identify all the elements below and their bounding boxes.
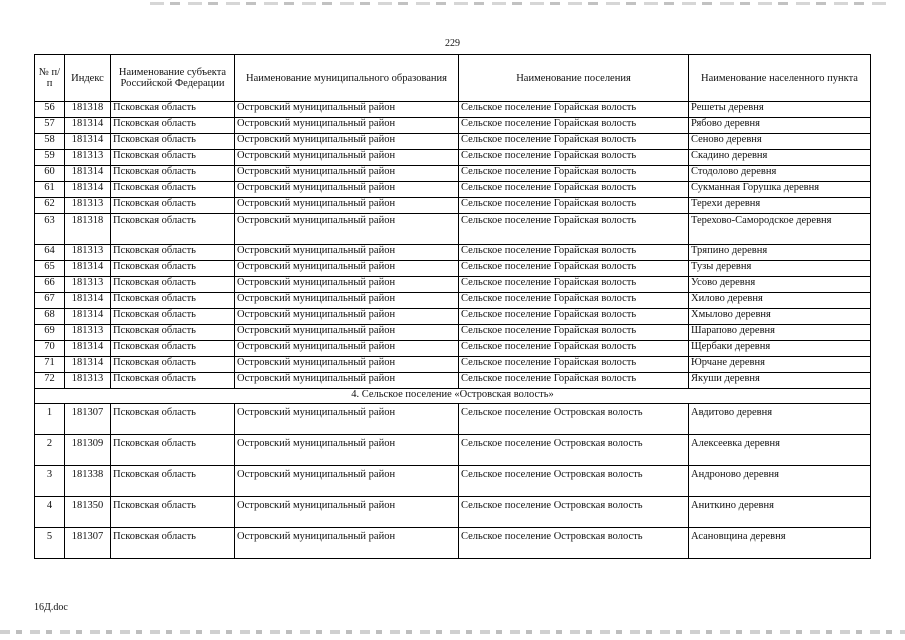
table-row bbox=[35, 182, 871, 198]
cell-settlement: Сельское поселение Островская волость bbox=[459, 528, 689, 559]
cell-locality: Щербаки деревня bbox=[689, 341, 871, 357]
cell-locality: Сеново деревня bbox=[689, 134, 871, 150]
cell-settlement: Сельское поселение Горайская волость bbox=[459, 261, 689, 277]
cell-num: 56 bbox=[35, 102, 65, 118]
table-row bbox=[35, 325, 871, 341]
cell-num: 62 bbox=[35, 198, 65, 214]
cell-index: 181314 bbox=[65, 293, 111, 309]
table-row bbox=[35, 373, 871, 389]
cell-num: 1 bbox=[35, 404, 65, 435]
cell-num: 70 bbox=[35, 341, 65, 357]
cell-index: 181338 bbox=[65, 466, 111, 497]
table-row bbox=[35, 166, 871, 182]
cell-num: 58 bbox=[35, 134, 65, 150]
cell-index: 181314 bbox=[65, 309, 111, 325]
cell-index: 181314 bbox=[65, 357, 111, 373]
cell-municipality: Островский муниципальный район bbox=[235, 150, 459, 166]
cell-municipality: Островский муниципальный район bbox=[235, 214, 459, 245]
cell-index: 181313 bbox=[65, 373, 111, 389]
cell-index: 181314 bbox=[65, 118, 111, 134]
cell-subject: Псковская область bbox=[111, 404, 235, 435]
cell-num: 69 bbox=[35, 325, 65, 341]
cell-num: 4 bbox=[35, 497, 65, 528]
cell-municipality: Островский муниципальный район bbox=[235, 497, 459, 528]
cell-municipality: Островский муниципальный район bbox=[235, 373, 459, 389]
cell-locality: Скадино деревня bbox=[689, 150, 871, 166]
cell-num: 2 bbox=[35, 435, 65, 466]
cell-municipality: Островский муниципальный район bbox=[235, 404, 459, 435]
cell-settlement: Сельское поселение Горайская волость bbox=[459, 214, 689, 245]
cell-subject: Псковская область bbox=[111, 245, 235, 261]
cell-locality: Усово деревня bbox=[689, 277, 871, 293]
table-row bbox=[35, 497, 871, 528]
cell-index: 181314 bbox=[65, 341, 111, 357]
cell-settlement: Сельское поселение Горайская волость bbox=[459, 182, 689, 198]
cell-index: 181314 bbox=[65, 166, 111, 182]
section-title: 4. Сельское поселение «Островская волость» bbox=[35, 389, 871, 404]
table-row bbox=[35, 134, 871, 150]
table-row bbox=[35, 528, 871, 559]
cell-subject: Псковская область bbox=[111, 293, 235, 309]
cell-locality: Хилово деревня bbox=[689, 293, 871, 309]
section-row bbox=[35, 389, 871, 404]
cell-municipality: Островский муниципальный район bbox=[235, 166, 459, 182]
cell-index: 181309 bbox=[65, 435, 111, 466]
cell-locality: Алексеевка деревня bbox=[689, 435, 871, 466]
cell-num: 67 bbox=[35, 293, 65, 309]
cell-index: 181318 bbox=[65, 214, 111, 245]
table-row bbox=[35, 261, 871, 277]
cell-settlement: Сельское поселение Горайская волость bbox=[459, 373, 689, 389]
cell-num: 71 bbox=[35, 357, 65, 373]
table-row bbox=[35, 150, 871, 166]
cell-settlement: Сельское поселение Горайская волость bbox=[459, 293, 689, 309]
cell-num: 68 bbox=[35, 309, 65, 325]
cell-municipality: Островский муниципальный район bbox=[235, 357, 459, 373]
cell-index: 181307 bbox=[65, 404, 111, 435]
cell-locality: Асановщина деревня bbox=[689, 528, 871, 559]
cell-subject: Псковская область bbox=[111, 341, 235, 357]
cell-subject: Псковская область bbox=[111, 277, 235, 293]
cell-subject: Псковская область bbox=[111, 134, 235, 150]
header-num: № п/п bbox=[35, 55, 65, 102]
cell-locality: Стодолово деревня bbox=[689, 166, 871, 182]
cell-locality: Сукманная Горушка деревня bbox=[689, 182, 871, 198]
header-municipality: Наименование муниципального образования bbox=[235, 55, 459, 102]
cell-municipality: Островский муниципальный район bbox=[235, 528, 459, 559]
cell-locality: Терехово-Самородское деревня bbox=[689, 214, 871, 245]
cell-subject: Псковская область bbox=[111, 102, 235, 118]
cell-subject: Псковская область bbox=[111, 528, 235, 559]
cell-settlement: Сельское поселение Горайская волость bbox=[459, 309, 689, 325]
cell-num: 60 bbox=[35, 166, 65, 182]
cell-index: 181313 bbox=[65, 277, 111, 293]
cell-index: 181314 bbox=[65, 134, 111, 150]
cell-subject: Псковская область bbox=[111, 166, 235, 182]
cell-num: 61 bbox=[35, 182, 65, 198]
cell-subject: Псковская область bbox=[111, 466, 235, 497]
table-row bbox=[35, 341, 871, 357]
cell-subject: Псковская область bbox=[111, 261, 235, 277]
cell-settlement: Сельское поселение Горайская волость bbox=[459, 118, 689, 134]
settlements-table bbox=[34, 54, 871, 559]
cell-settlement: Сельское поселение Горайская волость bbox=[459, 198, 689, 214]
table-row bbox=[35, 404, 871, 435]
table-row bbox=[35, 245, 871, 261]
cell-municipality: Островский муниципальный район bbox=[235, 182, 459, 198]
table-row bbox=[35, 293, 871, 309]
cell-municipality: Островский муниципальный район bbox=[235, 309, 459, 325]
cell-municipality: Островский муниципальный район bbox=[235, 261, 459, 277]
cell-locality: Хмылово деревня bbox=[689, 309, 871, 325]
cell-locality: Шарапово деревня bbox=[689, 325, 871, 341]
cell-settlement: Сельское поселение Горайская волость bbox=[459, 166, 689, 182]
cell-settlement: Сельское поселение Горайская волость bbox=[459, 102, 689, 118]
cell-settlement: Сельское поселение Горайская волость bbox=[459, 341, 689, 357]
cell-municipality: Островский муниципальный район bbox=[235, 245, 459, 261]
cell-num: 59 bbox=[35, 150, 65, 166]
cell-municipality: Островский муниципальный район bbox=[235, 435, 459, 466]
cell-subject: Псковская область bbox=[111, 497, 235, 528]
table-row bbox=[35, 309, 871, 325]
cell-subject: Псковская область bbox=[111, 214, 235, 245]
cell-subject: Псковская область bbox=[111, 373, 235, 389]
cell-num: 5 bbox=[35, 528, 65, 559]
cell-municipality: Островский муниципальный район bbox=[235, 293, 459, 309]
table-row bbox=[35, 102, 871, 118]
cell-num: 57 bbox=[35, 118, 65, 134]
table-row bbox=[35, 214, 871, 245]
cell-settlement: Сельское поселение Островская волость bbox=[459, 497, 689, 528]
cell-settlement: Сельское поселение Горайская волость bbox=[459, 325, 689, 341]
cell-locality: Андроново деревня bbox=[689, 466, 871, 497]
cell-locality: Юрчане деревня bbox=[689, 357, 871, 373]
cell-num: 72 bbox=[35, 373, 65, 389]
cell-locality: Аниткино деревня bbox=[689, 497, 871, 528]
cell-index: 181313 bbox=[65, 245, 111, 261]
scan-artifact-bottom bbox=[0, 630, 905, 634]
cell-locality: Тузы деревня bbox=[689, 261, 871, 277]
cell-settlement: Сельское поселение Островская волость bbox=[459, 435, 689, 466]
header-settlement: Наименование поселения bbox=[459, 55, 689, 102]
footer-filename: 16Д.doc bbox=[34, 602, 68, 613]
cell-locality: Терехи деревня bbox=[689, 198, 871, 214]
cell-municipality: Островский муниципальный район bbox=[235, 102, 459, 118]
cell-index: 181318 bbox=[65, 102, 111, 118]
cell-subject: Псковская область bbox=[111, 182, 235, 198]
table-row bbox=[35, 466, 871, 497]
cell-index: 181314 bbox=[65, 182, 111, 198]
cell-locality: Тряпино деревня bbox=[689, 245, 871, 261]
cell-subject: Псковская область bbox=[111, 118, 235, 134]
cell-subject: Псковская область bbox=[111, 435, 235, 466]
header-locality: Наименование населенного пункта bbox=[689, 55, 871, 102]
cell-num: 66 bbox=[35, 277, 65, 293]
table-row bbox=[35, 118, 871, 134]
cell-subject: Псковская область bbox=[111, 357, 235, 373]
table-row bbox=[35, 277, 871, 293]
cell-subject: Псковская область bbox=[111, 198, 235, 214]
scan-artifact-top bbox=[150, 2, 890, 5]
cell-index: 181313 bbox=[65, 150, 111, 166]
cell-locality: Рябово деревня bbox=[689, 118, 871, 134]
cell-settlement: Сельское поселение Горайская волость bbox=[459, 357, 689, 373]
cell-municipality: Островский муниципальный район bbox=[235, 277, 459, 293]
cell-index: 181314 bbox=[65, 261, 111, 277]
cell-municipality: Островский муниципальный район bbox=[235, 466, 459, 497]
header-subject: Наименование субъекта Российской Федерации bbox=[111, 55, 235, 102]
cell-subject: Псковская область bbox=[111, 150, 235, 166]
cell-settlement: Сельское поселение Островская волость bbox=[459, 466, 689, 497]
cell-municipality: Островский муниципальный район bbox=[235, 198, 459, 214]
cell-locality: Якуши деревня bbox=[689, 373, 871, 389]
cell-locality: Авдитово деревня bbox=[689, 404, 871, 435]
table-body bbox=[35, 102, 871, 559]
cell-settlement: Сельское поселение Горайская волость bbox=[459, 245, 689, 261]
cell-locality: Решеты деревня bbox=[689, 102, 871, 118]
cell-municipality: Островский муниципальный район bbox=[235, 325, 459, 341]
cell-num: 63 bbox=[35, 214, 65, 245]
header-index: Индекс bbox=[65, 55, 111, 102]
table-row bbox=[35, 198, 871, 214]
cell-index: 181313 bbox=[65, 325, 111, 341]
table-row bbox=[35, 357, 871, 373]
cell-index: 181350 bbox=[65, 497, 111, 528]
cell-municipality: Островский муниципальный район bbox=[235, 118, 459, 134]
cell-settlement: Сельское поселение Горайская волость bbox=[459, 150, 689, 166]
cell-municipality: Островский муниципальный район bbox=[235, 341, 459, 357]
page-number: 229 bbox=[445, 38, 460, 49]
cell-settlement: Сельское поселение Островская волость bbox=[459, 404, 689, 435]
table-row bbox=[35, 435, 871, 466]
cell-num: 64 bbox=[35, 245, 65, 261]
cell-num: 65 bbox=[35, 261, 65, 277]
cell-index: 181313 bbox=[65, 198, 111, 214]
cell-subject: Псковская область bbox=[111, 309, 235, 325]
cell-subject: Псковская область bbox=[111, 325, 235, 341]
cell-num: 3 bbox=[35, 466, 65, 497]
cell-index: 181307 bbox=[65, 528, 111, 559]
cell-settlement: Сельское поселение Горайская волость bbox=[459, 277, 689, 293]
cell-settlement: Сельское поселение Горайская волость bbox=[459, 134, 689, 150]
cell-municipality: Островский муниципальный район bbox=[235, 134, 459, 150]
table-header-row bbox=[35, 55, 871, 102]
